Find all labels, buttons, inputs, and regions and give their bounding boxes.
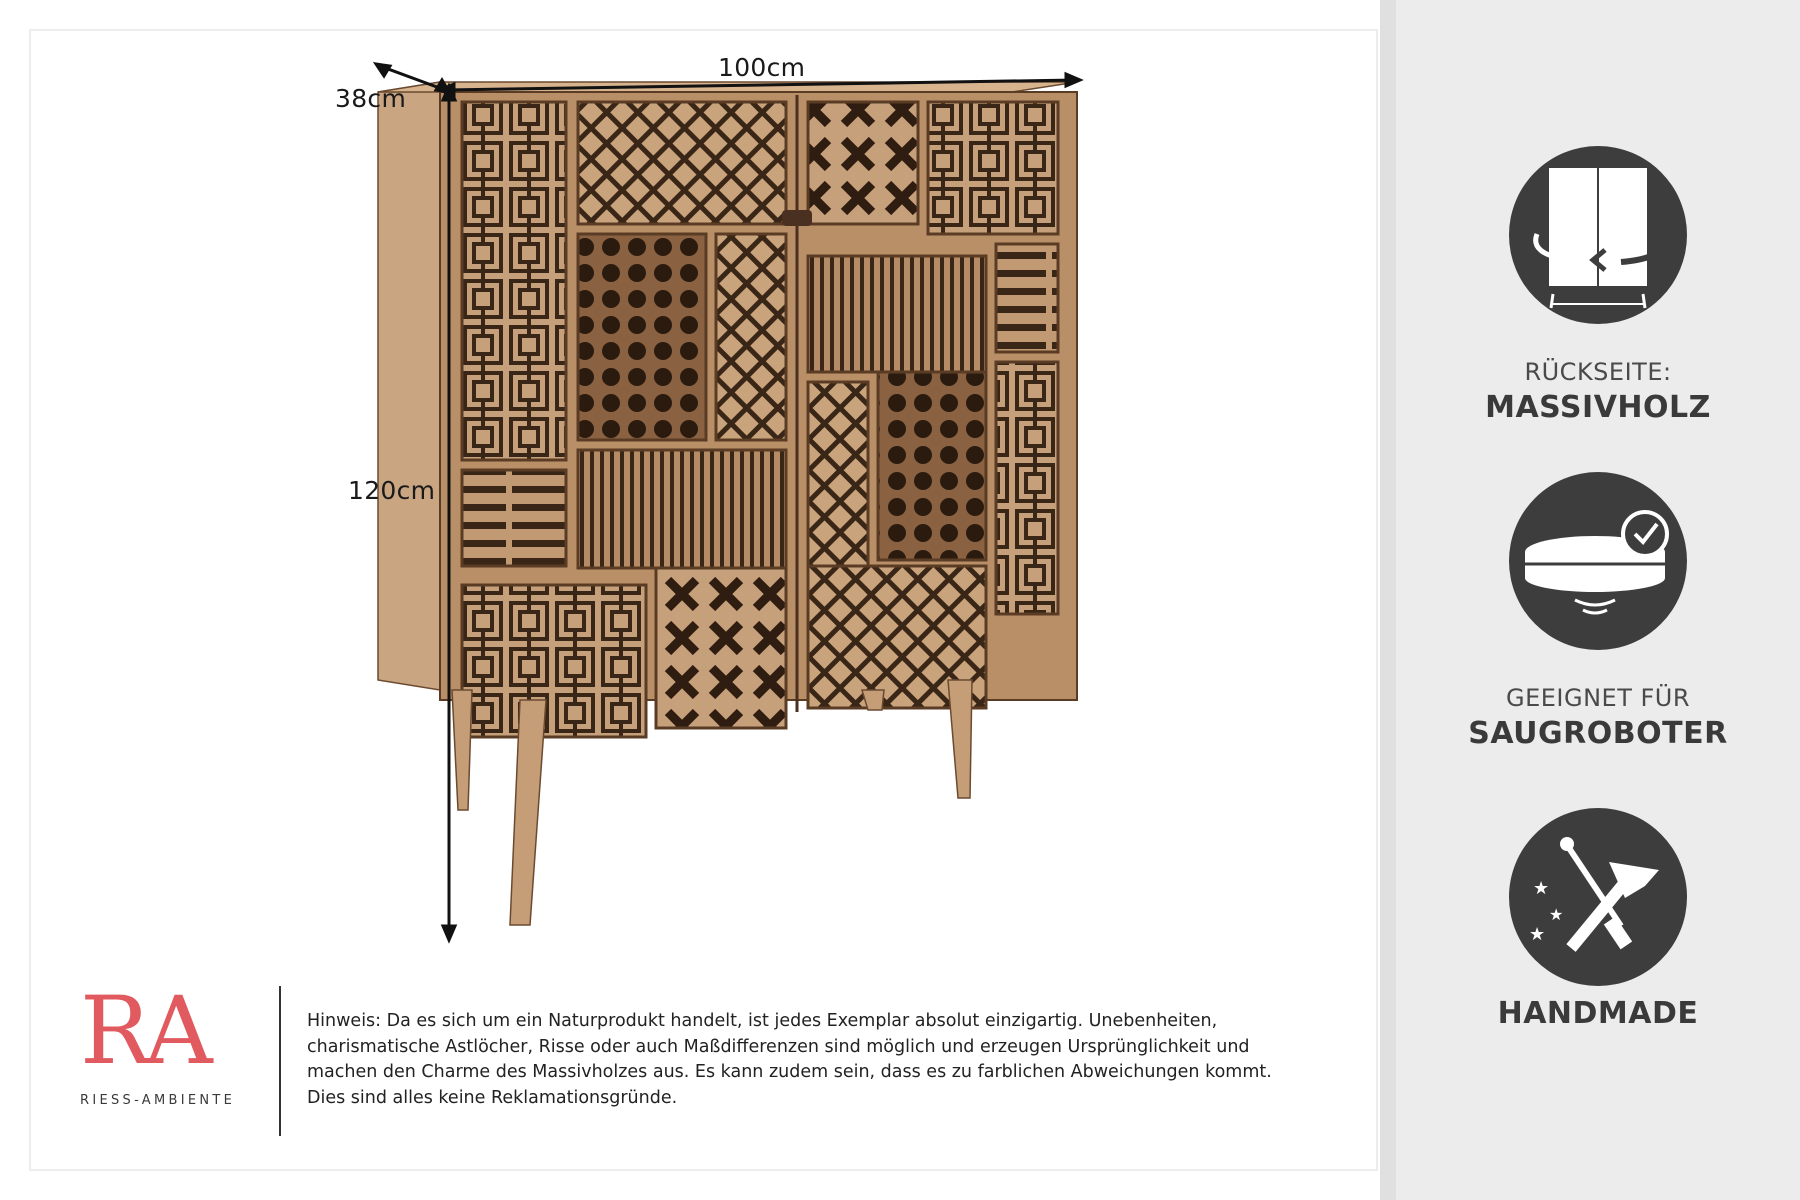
- note-line: charismatische Astlöcher, Risse oder auch Maßdifferenzen sind möglich und erzeugen Ursprünglichkeit und: [307, 1036, 1250, 1057]
- feature-handmade-value: HANDMADE: [1497, 996, 1699, 1031]
- svg-text:★: ★: [1533, 878, 1550, 899]
- feature-massivholz: [1396, 146, 1800, 425]
- note-line: Hinweis: Da es sich um ein Naturprodukt handelt, ist jedes Exemplar absolut einzigartig. Unebenheiten,: [307, 1011, 1218, 1031]
- logo-divider: [279, 986, 281, 1136]
- robot-vacuum-check-icon: [1509, 472, 1687, 650]
- disclaimer-note: [307, 1009, 1287, 1111]
- depth-label: 38cm: [335, 84, 407, 113]
- note-line: machen den Charme des Massivholzes aus. Es kann zudem sein, dass es zu farblichen Abweichungen kommt.: [307, 1062, 1272, 1082]
- svg-text:★: ★: [1529, 924, 1546, 945]
- feature-handmade: [1396, 808, 1800, 1031]
- feature-saugroboter: [1396, 472, 1800, 751]
- cabinet-rotate-icon: [1509, 146, 1687, 324]
- feature-massivholz-label: RÜCKSEITE:: [1524, 358, 1672, 386]
- svg-text:★: ★: [1549, 905, 1564, 924]
- brand-name: RIESS-AMBIENTE: [80, 1093, 236, 1108]
- brand-logo: [80, 977, 250, 1108]
- feature-saugroboter-label: GEEIGNET FÜR: [1505, 684, 1691, 712]
- brand-logo-mark: RA: [80, 977, 207, 1086]
- note-line: Dies sind alles keine Reklamationsgründe.: [307, 1087, 678, 1108]
- height-label: 120cm: [348, 476, 436, 505]
- features-panel-edge: [1380, 0, 1396, 1200]
- width-label: 100cm: [718, 53, 806, 82]
- tools-stars-icon: [1509, 808, 1687, 986]
- feature-massivholz-value: MASSIVHOLZ: [1485, 390, 1711, 425]
- feature-saugroboter-value: SAUGROBOTER: [1468, 716, 1728, 751]
